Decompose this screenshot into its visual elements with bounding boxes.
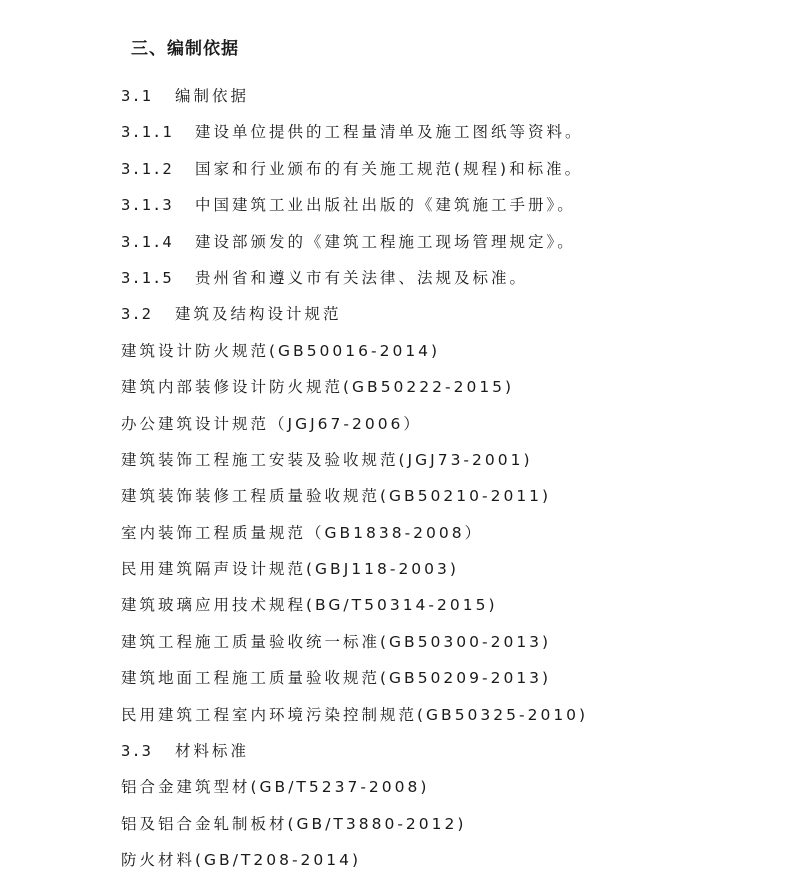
subsection-title bbox=[121, 84, 588, 120]
item-text: 中国建筑工业出版社出版的《建筑施工手册》。 bbox=[195, 196, 576, 215]
item-text: 建筑装饰工程施工安装及验收规范(JGJ73-2001) bbox=[121, 450, 533, 469]
item-text: 办公建筑设计规范（JGJ67-2006） bbox=[121, 414, 422, 433]
basis-item bbox=[121, 266, 588, 302]
standard-item bbox=[121, 521, 588, 557]
item-text: 建设单位提供的工程量清单及施工图纸等资料。 bbox=[195, 123, 584, 142]
item-text: 建筑内部装修设计防火规范(GB50222-2015) bbox=[121, 378, 515, 397]
item-text: 室内装饰工程质量规范（GB1838-2008） bbox=[121, 523, 484, 542]
standard-item bbox=[121, 666, 588, 702]
item-text: 建筑地面工程施工质量验收规范(GB50209-2013) bbox=[121, 669, 552, 688]
item-text: 铝合金建筑型材(GB/T5237-2008) bbox=[121, 778, 430, 797]
standard-item bbox=[121, 412, 588, 448]
item-number: 3.1 bbox=[121, 87, 152, 105]
item-number: 3.1.2 bbox=[121, 159, 173, 178]
item-text: 建设部颁发的《建筑工程施工现场管理规定》。 bbox=[195, 232, 576, 251]
standard-item bbox=[121, 339, 588, 375]
item-number: 3.3 bbox=[121, 742, 152, 761]
standard-item bbox=[121, 812, 588, 848]
standard-item bbox=[121, 775, 588, 811]
item-text: 防火材料(GB/T208-2014) bbox=[121, 851, 362, 870]
item-text: 编制依据 bbox=[175, 87, 250, 105]
standard-item bbox=[121, 703, 588, 739]
basis-item bbox=[121, 193, 588, 229]
standard-item bbox=[121, 484, 588, 520]
item-text: 建筑装饰装修工程质量验收规范(GB50210-2011) bbox=[121, 487, 552, 506]
standard-item bbox=[121, 448, 588, 484]
standard-item bbox=[121, 375, 588, 411]
standard-item bbox=[121, 557, 588, 593]
item-number: 3.1.3 bbox=[121, 196, 173, 215]
item-text: 贵州省和遵义市有关法律、法规及标准。 bbox=[195, 268, 529, 287]
item-text: 建筑工程施工质量验收统一标准(GB50300-2013) bbox=[121, 632, 552, 651]
section-heading: 三、编制依据 bbox=[131, 39, 239, 59]
item-number: 3.1.1 bbox=[121, 123, 173, 142]
item-number: 3.1.4 bbox=[121, 232, 173, 251]
basis-item bbox=[121, 230, 588, 266]
standard-item bbox=[121, 848, 588, 884]
item-text: 建筑玻璃应用技术规程(BG/T50314-2015) bbox=[121, 596, 498, 615]
item-text: 材料标准 bbox=[175, 742, 250, 761]
standard-item bbox=[121, 593, 588, 629]
item-text: 铝及铝合金轧制板材(GB/T3880-2012) bbox=[121, 814, 467, 833]
basis-item bbox=[121, 120, 588, 156]
item-text: 建筑设计防火规范(GB50016-2014) bbox=[121, 341, 441, 360]
item-text: 民用建筑工程室内环境污染控制规范(GB50325-2010) bbox=[121, 705, 589, 724]
standard-item bbox=[121, 630, 588, 666]
item-text: 民用建筑隔声设计规范(GBJ118-2003) bbox=[121, 560, 459, 579]
item-text: 建筑及结构设计规范 bbox=[175, 305, 342, 324]
item-text: 国家和行业颁布的有关施工规范(规程)和标准。 bbox=[195, 159, 584, 178]
item-number: 3.1.5 bbox=[121, 268, 173, 287]
subsection-title bbox=[121, 302, 588, 338]
subsection-title bbox=[121, 739, 588, 775]
basis-item bbox=[121, 157, 588, 193]
basis-list bbox=[121, 84, 588, 885]
item-number: 3.2 bbox=[121, 305, 152, 324]
